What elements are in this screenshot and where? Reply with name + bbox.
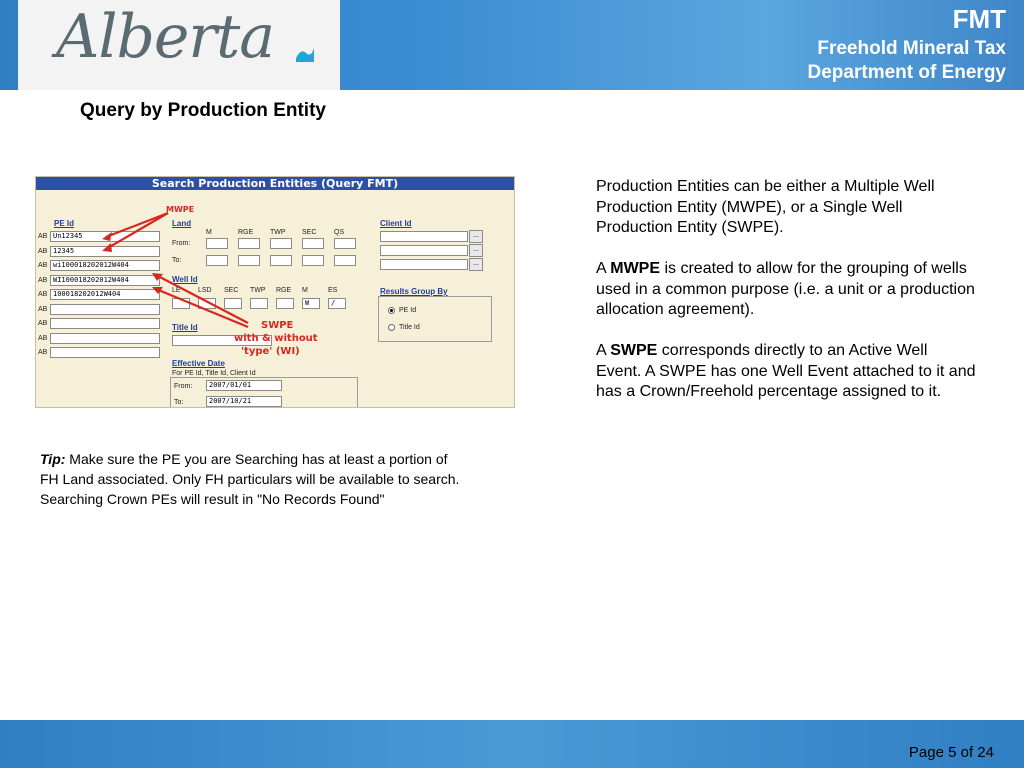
annotation-arrows xyxy=(36,177,515,408)
eff-from-label: From: xyxy=(174,383,193,390)
pe-id-input[interactable]: 12345 xyxy=(50,246,160,257)
logo-text: Alberta xyxy=(56,2,274,72)
eff-to-input[interactable]: 2007/10/21 xyxy=(206,396,282,407)
description-p1: Production Entities can be either a Multiple Well Production Entity (MWPE), or a Single Well Production Entity (SWPE). xyxy=(596,178,935,236)
annotation-swpe-line2: with & without xyxy=(234,333,318,344)
pe-prefix: AB xyxy=(38,291,48,298)
pe-prefix: AB xyxy=(38,349,48,356)
well-column-label: LE xyxy=(172,287,181,294)
title-id-label: Title Id xyxy=(172,323,198,332)
form-title: Search Production Entities (Query FMT) xyxy=(36,177,514,190)
search-form-screenshot xyxy=(35,176,515,408)
pe-id-label: PE Id xyxy=(54,219,75,228)
alberta-logo xyxy=(18,0,340,90)
footer-bar xyxy=(0,720,1024,768)
client-browse-button-1[interactable]: ... xyxy=(469,230,483,243)
pe-prefix: AB xyxy=(38,247,48,255)
pe-prefix: AB xyxy=(38,305,48,313)
effective-date-subtitle: For PE Id, Title Id, Client Id xyxy=(172,370,256,377)
well-column-label: RGE xyxy=(276,287,292,294)
radio-pe-id-label: PE Id xyxy=(399,307,417,314)
annotation-swpe: SWPE xyxy=(261,320,294,331)
well-column-label: ES xyxy=(328,287,338,294)
eff-from-input[interactable]: 2007/01/01 xyxy=(206,380,282,391)
pe-id-input[interactable]: WI100018202012W404 xyxy=(50,275,160,286)
tip-text xyxy=(40,449,460,509)
land-column-label: SEC xyxy=(302,229,317,236)
swpe-term: SWPE xyxy=(610,342,658,359)
page-title: Query by Production Entity xyxy=(80,100,326,121)
effective-date-label: Effective Date xyxy=(172,359,225,368)
client-browse-button-3[interactable]: ... xyxy=(469,258,483,271)
description-p3: A SWPE corresponds directly to an Active Well Event. A SWPE has one Well Event attached to it and has a Crown/Freehold percentage assigned to it. xyxy=(596,342,976,400)
header-bar xyxy=(0,0,1024,90)
land-column-label: M xyxy=(206,229,212,236)
well-id-label: Well Id xyxy=(172,275,198,284)
results-group-label: Results Group By xyxy=(380,287,448,296)
well-column-label: LSD xyxy=(198,287,212,294)
pe-prefix: AB xyxy=(38,262,48,269)
well-column-label: M xyxy=(302,287,308,294)
land-column-label: RGE xyxy=(238,229,254,236)
land-from-label: From: xyxy=(172,240,191,247)
app-code: FMT xyxy=(952,4,1006,34)
eff-to-label: To: xyxy=(174,399,184,406)
well-input[interactable]: / xyxy=(328,298,346,309)
land-column-label: QS xyxy=(334,229,345,236)
annotation-mwpe: MWPE xyxy=(166,205,195,214)
radio-title-id-label: Title Id xyxy=(399,324,420,331)
annotation-swpe-line3: 'type' (WI) xyxy=(241,346,300,357)
header-line-1: Freehold Mineral Tax xyxy=(817,38,1006,59)
pe-prefix: AB xyxy=(38,334,48,342)
tip-label: Tip: xyxy=(40,451,66,467)
mwpe-term: MWPE xyxy=(610,260,661,277)
logo-wave-icon xyxy=(294,42,316,64)
pe-id-input[interactable]: wi100018202012W404 xyxy=(50,260,160,271)
pe-id-input[interactable]: Un12345 xyxy=(50,231,160,242)
description-p2: A MWPE is created to allow for the grouping of wells used in a common purpose (i.e. a unit or a production allocation agreement). xyxy=(596,260,975,318)
client-browse-button-2[interactable]: ... xyxy=(469,244,483,257)
page-number: Page 5 of 24 xyxy=(908,744,994,761)
arrow-heads xyxy=(102,232,163,294)
land-column-label: TWP xyxy=(270,229,286,236)
well-column-label: SEC xyxy=(224,287,239,294)
well-input[interactable]: W xyxy=(302,298,320,309)
pe-prefix: AB xyxy=(38,233,48,240)
description xyxy=(596,177,976,423)
tip-body: Make sure the PE you are Searching has at least a portion of FH Land associated. Only FH particulars will be available to search. Searching Crown PEs will result in "No Records Found" xyxy=(40,451,460,507)
well-column-label: TWP xyxy=(250,287,266,294)
swpe-arrows xyxy=(156,275,248,327)
pe-prefix: AB xyxy=(38,276,48,284)
pe-prefix: AB xyxy=(38,320,48,327)
pe-id-input[interactable]: 100018202012W404 xyxy=(50,289,160,300)
client-id-label: Client Id xyxy=(380,219,412,228)
header-line-2: Department of Energy xyxy=(807,62,1006,83)
land-label: Land xyxy=(172,219,192,228)
land-to-label: To: xyxy=(172,257,182,264)
mwpe-arrows xyxy=(106,213,168,249)
